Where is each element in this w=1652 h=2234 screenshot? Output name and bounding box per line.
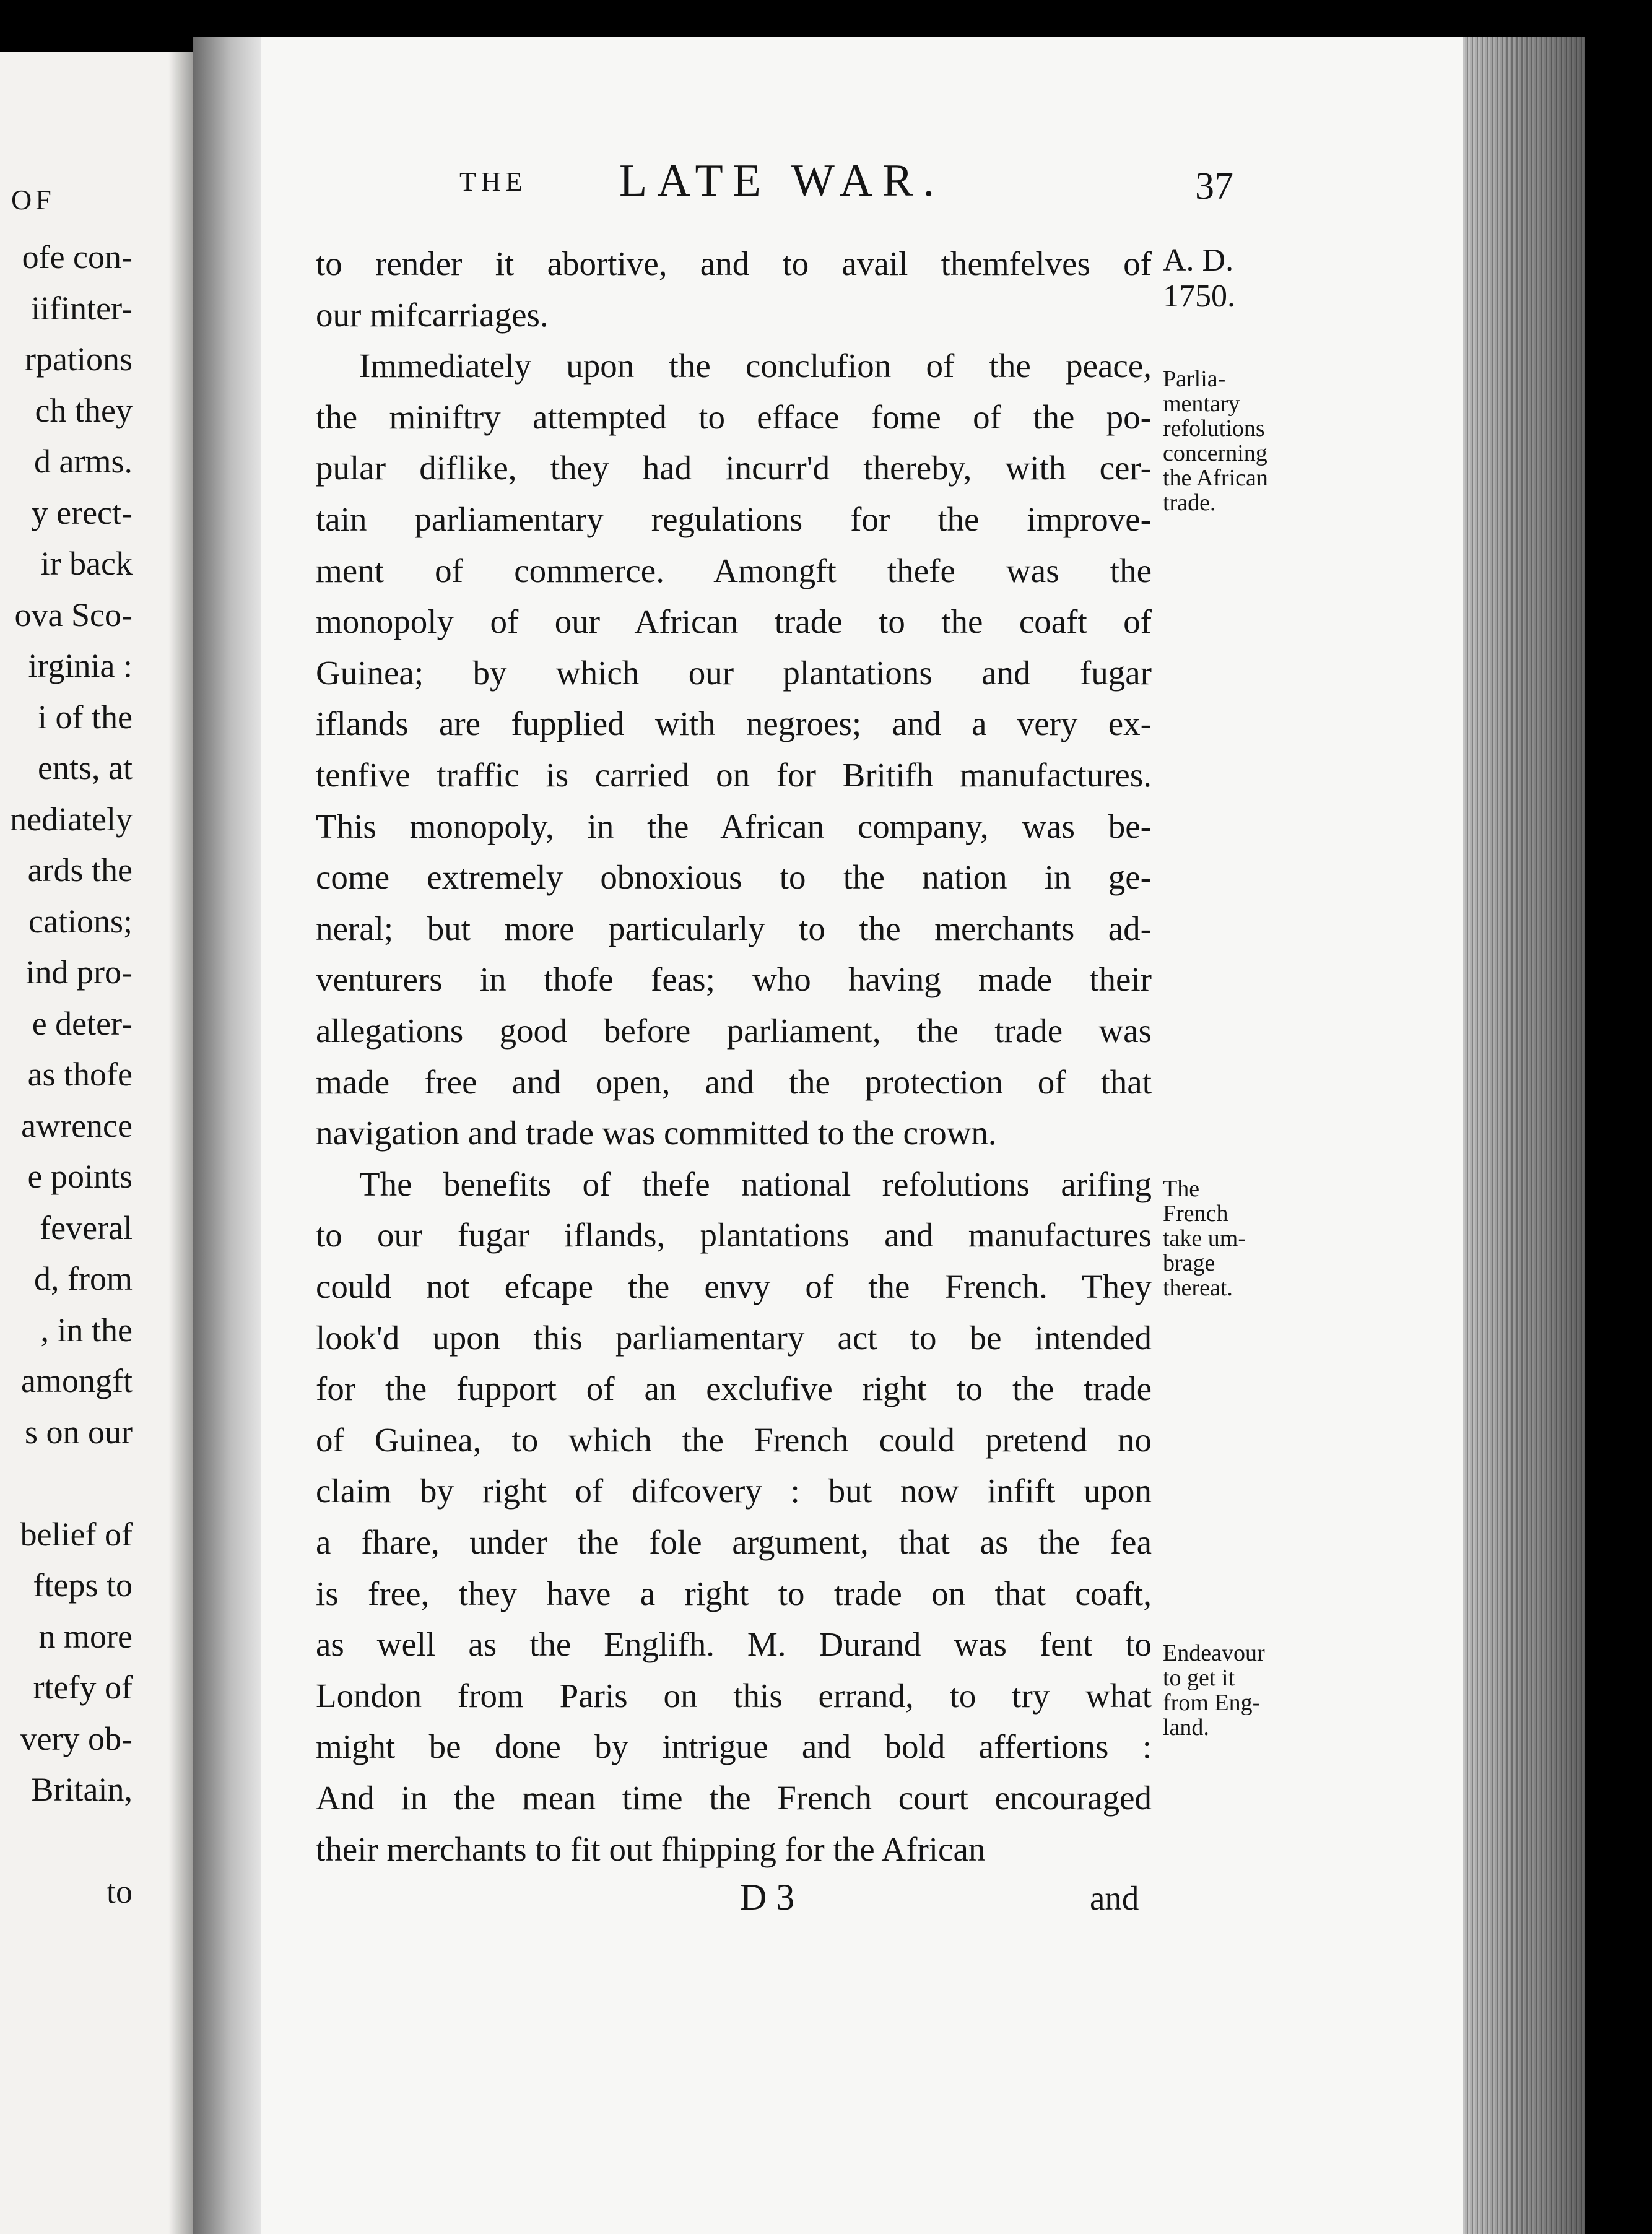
body-line: claim by right of difcovery : but now infift upon <box>316 1472 1152 1510</box>
body-line: Guinea; by which our plantations and fugar <box>316 653 1152 692</box>
left-fragment-line: as thofe <box>27 1056 133 1093</box>
left-fragment-line: Britain, <box>31 1771 133 1808</box>
body-line: navigation and trade was committed to the crown. <box>316 1114 997 1152</box>
left-fragment-line: s on our <box>25 1413 133 1451</box>
left-fragment-line: rpations <box>25 341 133 378</box>
body-line: Immediately upon the conclufion of the peace, <box>359 347 1152 385</box>
body-line: London from Paris on this errand, to try what <box>316 1676 1152 1715</box>
body-line: as well as the Englifh. M. Durand was fent to <box>316 1625 1152 1664</box>
left-fragment-line: iifinter- <box>31 289 133 327</box>
left-fragment-line: ova Sco- <box>14 596 133 633</box>
left-fragment-line: e points <box>27 1158 133 1195</box>
left-fragment-line: ind pro- <box>25 954 133 991</box>
left-fragment-line: e deter- <box>32 1004 133 1042</box>
body-line: is free, they have a right to trade on that coaft, <box>316 1574 1152 1612</box>
running-head-title: LATE WAR. <box>619 155 944 206</box>
body-line: The benefits of thefe national refolutions arifing <box>359 1165 1152 1203</box>
left-fragment-line: d, from <box>34 1260 133 1297</box>
left-gutter-shadow <box>168 52 193 2234</box>
body-line: their merchants to fit out fhipping for the African <box>316 1830 986 1868</box>
left-fragment-line: d arms. <box>34 443 133 480</box>
body-line: allegations good before parliament, the trade was <box>316 1012 1152 1050</box>
body-line: neral; but more particularly to the merchants ad- <box>316 909 1152 947</box>
body-line: to render it abortive, and to avail themfelves of <box>316 245 1152 282</box>
page-edges <box>1455 37 1585 2234</box>
left-fragment-line: belief of <box>20 1515 133 1553</box>
body-line: could not efcape the envy of the French. They <box>316 1267 1152 1305</box>
left-fragment-line: rtefy of <box>33 1669 133 1706</box>
left-page <box>0 52 193 2234</box>
page-number: 37 <box>1195 165 1233 207</box>
body-line: look'd upon this parliamentary act to be intended <box>316 1318 1152 1357</box>
body-line: made free and open, and the protection of that <box>316 1063 1152 1101</box>
left-fragment-line: to <box>106 1873 133 1910</box>
left-fragment-line: cations; <box>28 902 133 940</box>
body-line: iflands are fupplied with negroes; and a very ex- <box>316 705 1152 743</box>
signature-mark: D 3 <box>740 1877 795 1918</box>
left-fragment-line: ents, at <box>38 749 133 786</box>
body-line: And in the mean time the French court encouraged <box>316 1779 1152 1817</box>
left-fragment-line: very ob- <box>20 1719 133 1757</box>
left-running-head: OF <box>11 184 55 215</box>
body-line: might be done by intrigue and bold affertions : <box>316 1728 1152 1766</box>
body-line: tain parliamentary regulations for the improve- <box>316 500 1152 538</box>
left-fragment-line: fteps to <box>33 1567 133 1604</box>
body-line: This monopoly, in the African company, was be- <box>316 807 1152 845</box>
body-line: our mifcarriages. <box>316 295 549 334</box>
left-fragment-line: ir back <box>40 545 133 582</box>
body-line: ment of commerce. Amongft thefe was the <box>316 551 1152 589</box>
left-fragment-line: n more <box>38 1617 133 1655</box>
body-line: the miniftry attempted to efface fome of the po- <box>316 398 1152 436</box>
body-line: tenfive traffic is carried on for Britifh manufactures. <box>316 756 1152 794</box>
body-line: venturers in thofe feas; who having made their <box>316 960 1152 999</box>
body-line: to our fugar iflands, plantations and manufactures <box>316 1216 1152 1254</box>
left-fragment-line: nediately <box>10 800 133 838</box>
left-fragment-line: amongft <box>21 1362 133 1399</box>
running-head-the: THE <box>459 167 528 197</box>
catchword: and <box>1090 1879 1139 1917</box>
left-fragment-line: feveral <box>40 1209 133 1246</box>
left-fragment-line: , in the <box>40 1311 133 1349</box>
left-fragment-line: y erect- <box>31 493 133 531</box>
margin-note-french: The French take um- brage thereat. <box>1163 1176 1246 1301</box>
margin-note-year: A. D. 1750. <box>1163 243 1235 314</box>
margin-note-parliamentary: Parlia- mentary refolutions concerning the African trade. <box>1163 366 1268 516</box>
book-spine <box>193 37 261 2234</box>
body-line: of Guinea, to which the French could pretend no <box>316 1420 1152 1459</box>
body-line: a fhare, under the fole argument, that as the fea <box>316 1523 1152 1561</box>
left-fragment-line: ch they <box>35 391 133 429</box>
left-fragment-line: i of the <box>38 698 133 736</box>
left-fragment-line: irginia : <box>28 647 133 684</box>
body-line: pular diflike, they had incurr'd thereby, with cer- <box>316 449 1152 487</box>
body-line: monopoly of our African trade to the coaft of <box>316 602 1152 641</box>
body-line: for the fupport of an exclufive right to the trade <box>316 1370 1152 1408</box>
margin-note-endeavour: Endeavour to get it from Eng- land. <box>1163 1640 1265 1741</box>
left-fragment-line: ofe con- <box>22 238 133 276</box>
body-line: come extremely obnoxious to the nation in ge- <box>316 858 1152 897</box>
left-fragment-line: awrence <box>21 1106 133 1144</box>
left-fragment-line: ards the <box>27 851 133 889</box>
